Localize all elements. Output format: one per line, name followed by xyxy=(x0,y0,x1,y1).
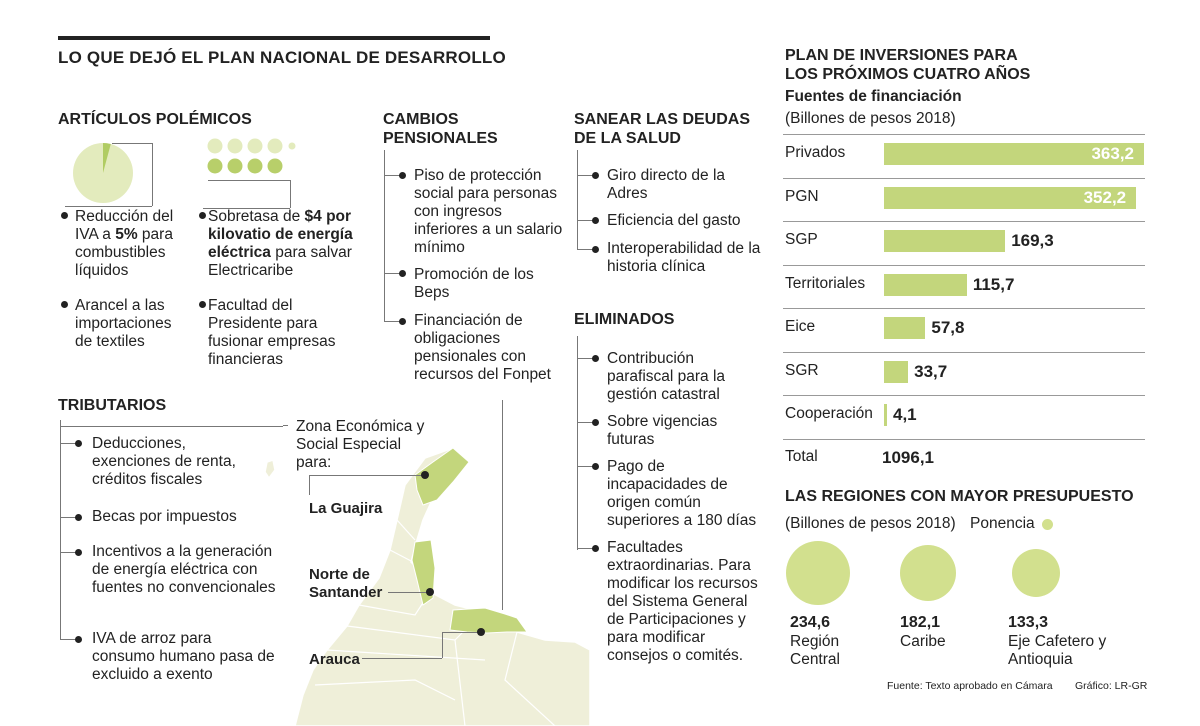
connector-line xyxy=(388,592,430,593)
connector-line xyxy=(290,180,291,208)
bullet xyxy=(592,419,599,426)
bar-value-label: 33,7 xyxy=(914,361,948,381)
salud-item-2: Eficiencia del gasto xyxy=(607,212,741,229)
row-separator xyxy=(783,221,1145,222)
map-label-la-guajira: La Guajira xyxy=(309,500,383,517)
salud-item-3: Interoperabilidad de la historia clínica xyxy=(607,240,761,275)
pensionales-heading: CAMBIOS PENSIONALES xyxy=(383,111,498,147)
bar xyxy=(884,230,1005,252)
bar xyxy=(884,274,967,296)
bullet xyxy=(75,636,82,643)
bar-category-label: SGP xyxy=(785,231,818,248)
map-label-arauca: Arauca xyxy=(309,651,360,668)
bullet xyxy=(399,318,406,325)
row-separator xyxy=(783,134,1145,135)
pensionales-item-1: Piso de protección social para personas con ingresos inferiores a un salario mínimo xyxy=(414,167,563,256)
bullet xyxy=(399,172,406,179)
region-name-label: Eje Cafetero y Antioquia xyxy=(1008,633,1107,668)
bar-category-label: SGR xyxy=(785,361,819,379)
connector-line xyxy=(65,206,152,207)
salud-heading: SANEAR LAS DEUDAS DE LA SALUD xyxy=(574,111,751,147)
tributarios-item-1: Deducciones, exenciones de renta, créditos fiscales xyxy=(92,435,236,488)
bar-category-label: PGN xyxy=(785,187,819,205)
map-arauca xyxy=(450,608,527,633)
chart-subtitle: Fuentes de financiación xyxy=(785,88,962,105)
bullet xyxy=(75,440,82,447)
bullet xyxy=(592,463,599,470)
bar-value-label: 115,7 xyxy=(972,274,1015,294)
tributarios-item-4: IVA de arroz para consumo humano pasa de excluido a exento xyxy=(92,630,275,683)
connector-line xyxy=(60,426,283,427)
bullet xyxy=(75,549,82,556)
bullet xyxy=(75,514,82,521)
regions-title: LAS REGIONES CON MAYOR PRESUPUESTO xyxy=(785,488,1134,505)
eliminados-item-1: Contribución parafiscal para la gestión catastral xyxy=(607,350,726,403)
regions-legend-dot xyxy=(1042,519,1053,530)
region-bubble xyxy=(786,541,850,605)
bullet xyxy=(199,301,206,308)
bar xyxy=(884,404,887,426)
connector-line xyxy=(309,475,310,495)
map-island xyxy=(265,460,275,478)
bullet xyxy=(592,246,599,253)
source-note: Fuente: Texto aprobado en Cámara xyxy=(887,680,1053,692)
bracket-tick xyxy=(60,517,76,518)
eliminados-item-4: Facultades extraordinarias. Para modificar los recursos del Sistema General de Participaciones y para modificar consejos o comités. xyxy=(607,539,758,664)
row-separator xyxy=(783,352,1145,353)
bar-value-label: 363,2 xyxy=(1091,144,1134,163)
row-separator xyxy=(783,178,1145,179)
row-separator xyxy=(783,395,1145,396)
bracket-tick xyxy=(577,358,593,359)
chart-title: PLAN DE INVERSIONES PARA LOS PRÓXIMOS CUATRO AÑOS xyxy=(785,47,1031,83)
iva-pie-icon xyxy=(72,142,134,204)
bracket-tick xyxy=(577,249,593,250)
region-name-label: Caribe xyxy=(900,633,946,650)
connector-line xyxy=(208,180,290,181)
zona-label: Zona Económica y Social Especial para: xyxy=(296,418,425,471)
bullet xyxy=(592,172,599,179)
salud-item-1: Giro directo de la Adres xyxy=(607,167,726,202)
bracket-line xyxy=(60,420,61,640)
bar-category-label: Eice xyxy=(785,318,816,335)
connector-line xyxy=(152,143,153,206)
row-separator xyxy=(783,308,1145,309)
tributarios-item-3: Incentivos a la generación de energía eléctrica con fuentes no convencionales xyxy=(92,543,276,596)
articulos-item-4: Facultad del Presidente para fusionar empresas financieras xyxy=(208,297,336,368)
eliminados-item-2: Sobre vigencias futuras xyxy=(607,413,718,448)
tributarios-heading: TRIBUTARIOS xyxy=(58,397,167,414)
bullet xyxy=(592,217,599,224)
connector-line xyxy=(442,632,443,658)
bullet xyxy=(61,212,68,219)
map-marker xyxy=(477,628,485,636)
region-bubble xyxy=(1012,549,1060,597)
bracket-tick xyxy=(60,552,76,553)
bullet xyxy=(199,212,206,219)
bracket-tick xyxy=(60,639,76,640)
pensionales-item-3: Financiación de obligaciones pensionales con recursos del Fonpet xyxy=(414,312,551,383)
connector-line xyxy=(283,425,288,426)
eliminados-heading: ELIMINADOS xyxy=(574,311,675,328)
bullet xyxy=(61,301,68,308)
region-name-label: Región Central xyxy=(790,633,840,668)
bracket-tick xyxy=(384,273,400,274)
articulos-item-3: Sobretasa de $4 por kilovatio de energía eléctrica para salvar Electricaribe xyxy=(208,208,353,279)
articulos-heading: ARTÍCULOS POLÉMICOS xyxy=(58,111,252,128)
bullet xyxy=(399,270,406,277)
bar-category-label: Privados xyxy=(785,144,846,161)
map-label-norte-santander: Norte de Santander xyxy=(309,566,383,601)
articulos-item-2: Arancel a las importaciones de textiles xyxy=(75,297,172,350)
bar-category-label: Territoriales xyxy=(785,274,866,292)
bar-value-label: 4,1 xyxy=(893,405,917,424)
map-marker xyxy=(426,588,434,596)
row-separator xyxy=(783,265,1145,266)
region-value-label: 234,6 xyxy=(790,614,831,631)
bullet xyxy=(592,545,599,552)
region-value-label: 182,1 xyxy=(900,614,941,631)
chart-unit-note: (Billones de pesos 2018) xyxy=(785,110,956,127)
page-title: LO QUE DEJÓ EL PLAN NACIONAL DE DESARROLLO xyxy=(58,48,506,67)
bar-value-label: 57,8 xyxy=(931,318,965,337)
title-rule xyxy=(58,36,490,40)
bullet xyxy=(592,355,599,362)
bracket-tick xyxy=(384,175,400,176)
connector-line xyxy=(362,658,442,659)
credit-note: Gráfico: LR-GR xyxy=(1075,680,1148,692)
total-label: Total xyxy=(785,448,818,465)
bar xyxy=(884,317,925,339)
bracket-tick xyxy=(577,220,593,221)
region-bubble xyxy=(900,545,956,601)
articulos-item-1: Reducción del IVA a 5% para combustibles líquidos xyxy=(75,208,174,279)
kilowatt-dots-icon xyxy=(206,137,296,175)
connector-line xyxy=(502,400,503,610)
tributarios-item-2: Becas por impuestos xyxy=(92,508,237,525)
bar-value-label: 352,2 xyxy=(1083,187,1127,207)
bracket-line xyxy=(577,150,578,250)
row-separator xyxy=(783,439,1145,440)
connector-line xyxy=(309,475,425,476)
regions-legend-label: Ponencia xyxy=(970,515,1035,532)
connector-line xyxy=(112,143,152,144)
total-value: 1096,1 xyxy=(882,448,934,467)
eliminados-item-3: Pago de incapacidades de origen común superiores a 180 días xyxy=(607,458,757,529)
bracket-tick xyxy=(577,175,593,176)
bar xyxy=(884,361,908,383)
region-value-label: 133,3 xyxy=(1008,614,1049,631)
bar-category-label: Cooperación xyxy=(785,405,873,422)
regions-unit-note: (Billones de pesos 2018) xyxy=(785,515,956,532)
bar-value-label: 169,3 xyxy=(1011,231,1054,250)
connector-line xyxy=(442,632,480,633)
map-marker xyxy=(421,471,429,479)
bracket-tick xyxy=(60,443,76,444)
pensionales-item-2: Promoción de los Beps xyxy=(414,266,534,301)
bracket-tick xyxy=(384,321,400,322)
